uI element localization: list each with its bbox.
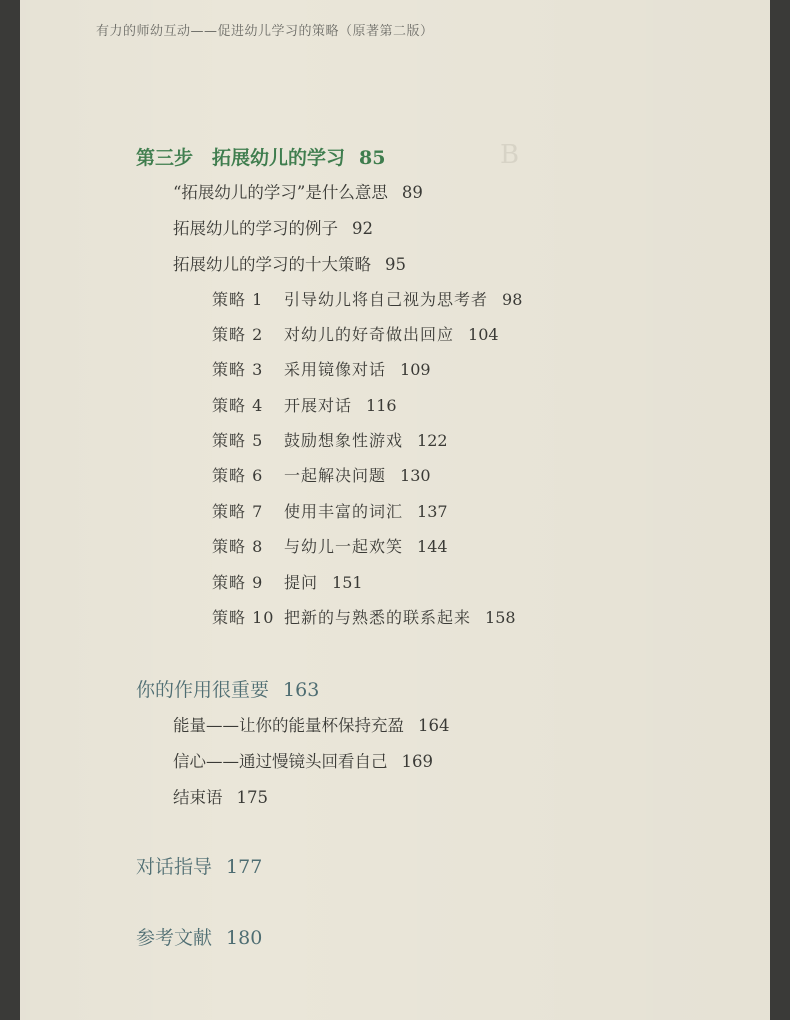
strategy-title: 把新的与熟悉的联系起来 <box>284 608 472 627</box>
toc-section-3-title: 第三步 拓展幼儿的学习 <box>136 147 346 169</box>
running-header: 有力的师幼互动——促进幼儿学习的策略（原著第二版） <box>96 24 434 39</box>
toc-section-5[interactable] <box>136 852 262 879</box>
toc-entry[interactable] <box>173 784 268 808</box>
strategy-page: 98 <box>502 290 523 309</box>
strategy-title: 对幼儿的好奇做出回应 <box>284 325 455 344</box>
toc-entry[interactable] <box>173 251 406 275</box>
toc-entry-page: 89 <box>401 183 423 202</box>
toc-section-3-page: 85 <box>359 147 386 169</box>
strategy-page: 104 <box>468 325 499 344</box>
toc-entry-page: 92 <box>352 219 373 238</box>
toc-strategy[interactable] <box>212 570 363 593</box>
strategy-page: 137 <box>417 502 448 521</box>
toc-entry-page: 164 <box>418 716 450 735</box>
strategy-page: 116 <box>366 396 397 415</box>
toc-entry-title: 拓展幼儿的学习的十大策略 <box>173 255 371 274</box>
bleed-through-mark: B <box>500 140 520 170</box>
strategy-page: 109 <box>400 360 431 379</box>
toc-entry-page: 95 <box>385 255 406 274</box>
strategy-code: 策略 9 <box>212 573 264 592</box>
toc-section-6-title: 参考文献 <box>136 927 213 949</box>
toc-entry[interactable] <box>173 179 423 203</box>
toc-section-4-page: 163 <box>283 679 320 701</box>
strategy-code: 策略 8 <box>212 537 264 556</box>
toc-entry-title: “拓展幼儿的学习”是什么意思 <box>173 183 388 202</box>
toc-section-4-title: 你的作用很重要 <box>136 679 270 701</box>
toc-entry-page: 169 <box>401 752 433 771</box>
toc-section-5-page: 177 <box>226 856 263 878</box>
strategy-page: 122 <box>417 431 448 450</box>
strategy-title: 使用丰富的词汇 <box>284 502 404 521</box>
strategy-page: 158 <box>485 608 516 627</box>
strategy-title: 与幼儿一起欢笑 <box>284 537 404 556</box>
toc-section-5-title: 对话指导 <box>136 856 213 878</box>
toc-strategy[interactable] <box>212 605 516 628</box>
strategy-title: 提问 <box>284 573 319 592</box>
toc-section-6-page: 180 <box>226 927 263 949</box>
toc-section-4[interactable] <box>136 675 319 702</box>
strategy-code: 策略 2 <box>212 325 264 344</box>
strategy-title: 开展对话 <box>284 396 353 415</box>
toc-entry-title: 信心——通过慢镜头回看自己 <box>173 752 388 771</box>
toc-strategy[interactable] <box>212 534 448 557</box>
strategy-code: 策略 3 <box>212 360 264 379</box>
toc-entry-page: 175 <box>236 788 268 807</box>
toc-strategy[interactable] <box>212 357 431 380</box>
strategy-code: 策略 6 <box>212 466 264 485</box>
toc-entry-title: 结束语 <box>173 788 223 807</box>
toc-strategy[interactable] <box>212 287 522 310</box>
toc-strategy[interactable] <box>212 428 448 451</box>
book-page <box>20 0 770 1020</box>
strategy-code: 策略 7 <box>212 502 264 521</box>
strategy-code: 策略 5 <box>212 431 264 450</box>
toc-strategy[interactable] <box>212 463 431 486</box>
toc-entry-title: 拓展幼儿的学习的例子 <box>173 219 338 238</box>
strategy-title: 引导幼儿将自己视为思考者 <box>284 290 489 309</box>
toc-section-6[interactable] <box>136 923 262 950</box>
toc-strategy[interactable] <box>212 322 499 345</box>
toc-section-3[interactable] <box>136 143 385 170</box>
toc-entry-title: 能量——让你的能量杯保持充盈 <box>173 716 404 735</box>
strategy-code: 策略 10 <box>212 608 275 627</box>
strategy-title: 采用镜像对话 <box>284 360 387 379</box>
strategy-page: 151 <box>332 573 363 592</box>
strategy-title: 一起解决问题 <box>284 466 387 485</box>
strategy-code: 策略 4 <box>212 396 264 415</box>
toc-entry[interactable] <box>173 748 433 772</box>
strategy-page: 130 <box>400 466 431 485</box>
strategy-title: 鼓励想象性游戏 <box>284 431 404 450</box>
toc-strategy[interactable] <box>212 393 397 416</box>
toc-entry[interactable] <box>173 712 450 736</box>
toc-entry[interactable] <box>173 215 373 239</box>
toc-strategy[interactable] <box>212 499 448 522</box>
strategy-code: 策略 1 <box>212 290 264 309</box>
strategy-page: 144 <box>417 537 448 556</box>
